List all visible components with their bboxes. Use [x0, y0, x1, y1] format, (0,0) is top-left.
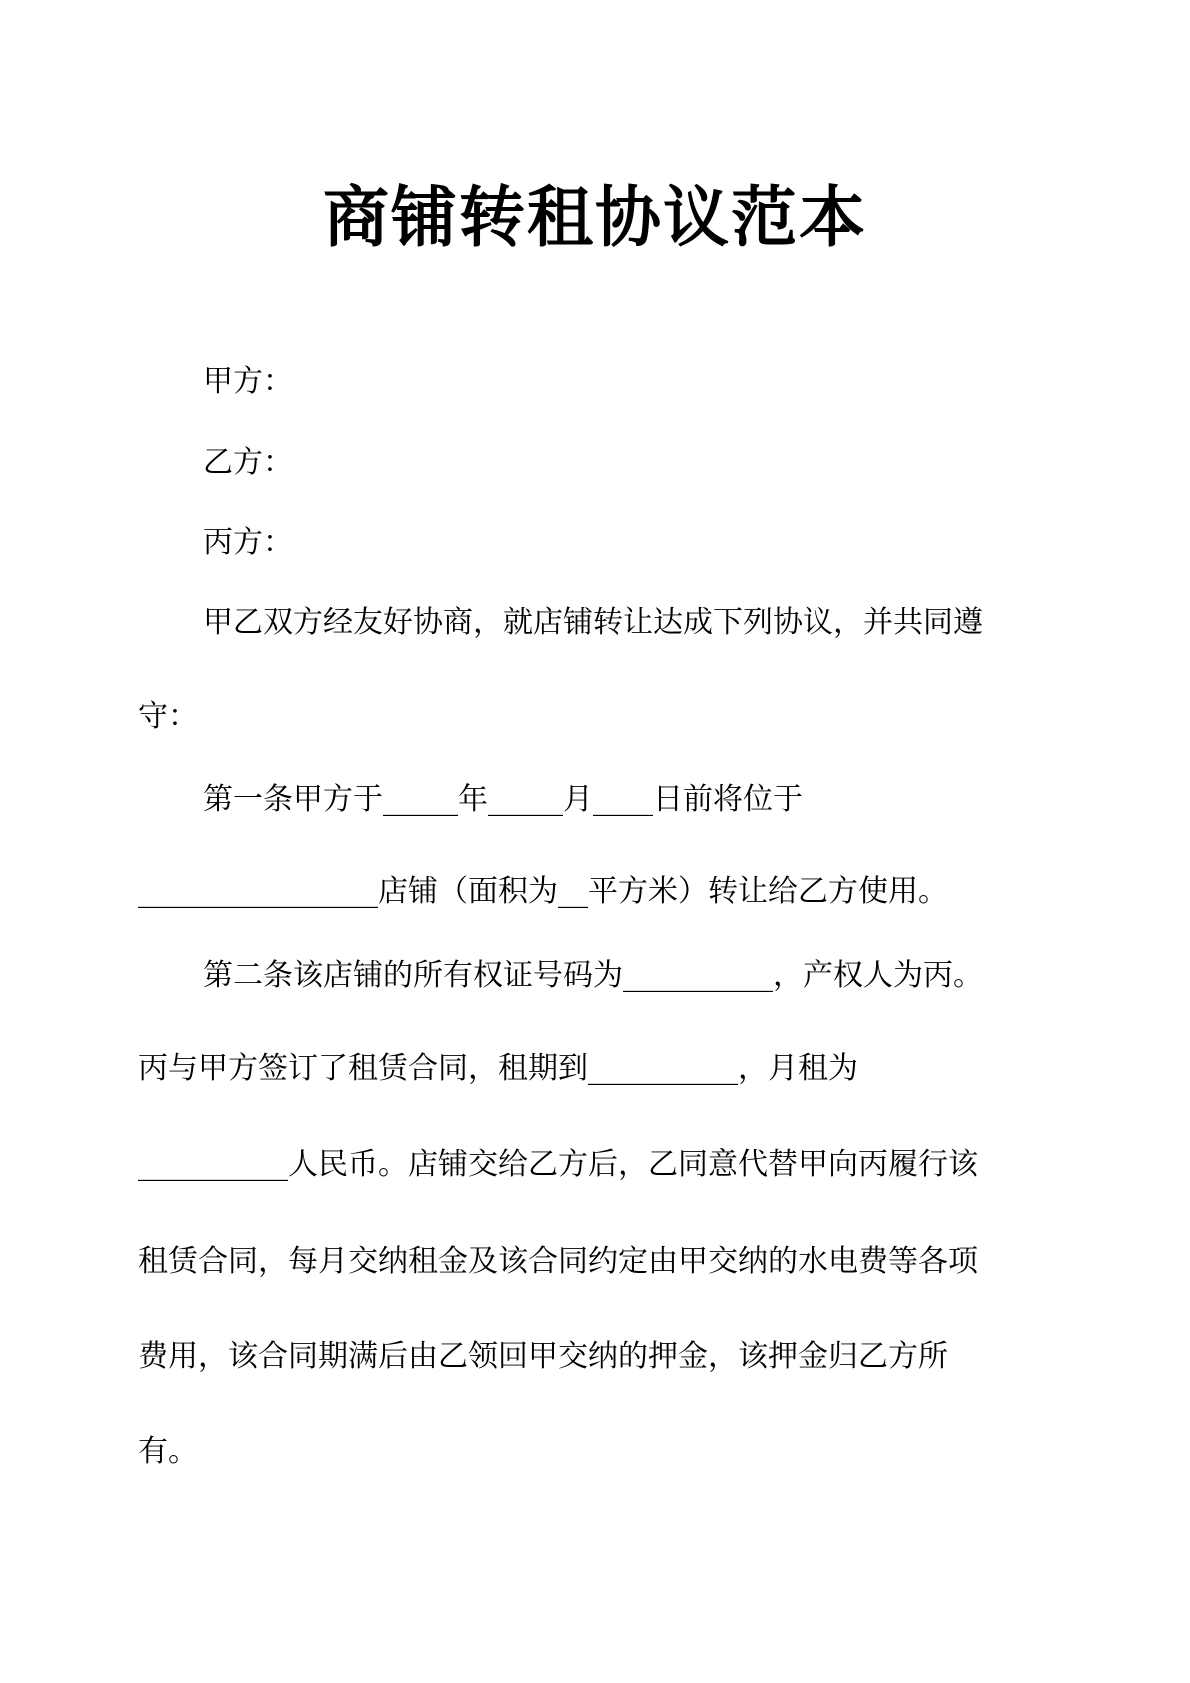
preamble-line-1: 甲乙双方经友好协商，就店铺转让达成下列协议，并共同遵 [203, 605, 983, 640]
article-2-line-5: 费用，该合同期满后由乙领回甲交纳的押金，该押金归乙方所 [138, 1339, 948, 1374]
party-b-line: 乙方： [203, 445, 293, 480]
article-2-line-2: 丙与甲方签订了租赁合同，租期到__________，月租为 [138, 1051, 858, 1086]
article-1-line-1: 第一条甲方于_____年_____月____日前将位于 [203, 782, 803, 817]
party-c-line: 丙方： [203, 525, 293, 560]
document-title: 商铺转租协议范本 [323, 179, 867, 256]
article-2-line-4: 租赁合同，每月交纳租金及该合同约定由甲交纳的水电费等各项 [138, 1244, 978, 1279]
article-2-line-6: 有。 [138, 1434, 198, 1469]
article-2-line-1: 第二条该店铺的所有权证号码为__________，产权人为丙。 [203, 958, 983, 993]
preamble-line-2: 守： [138, 699, 198, 734]
party-a-line: 甲方： [203, 364, 293, 399]
article-2-line-3: __________人民币。店铺交给乙方后，乙同意代替甲向丙履行该 [138, 1147, 978, 1182]
article-1-line-2: ________________店铺（面积为__平方米）转让给乙方使用。 [138, 874, 948, 909]
